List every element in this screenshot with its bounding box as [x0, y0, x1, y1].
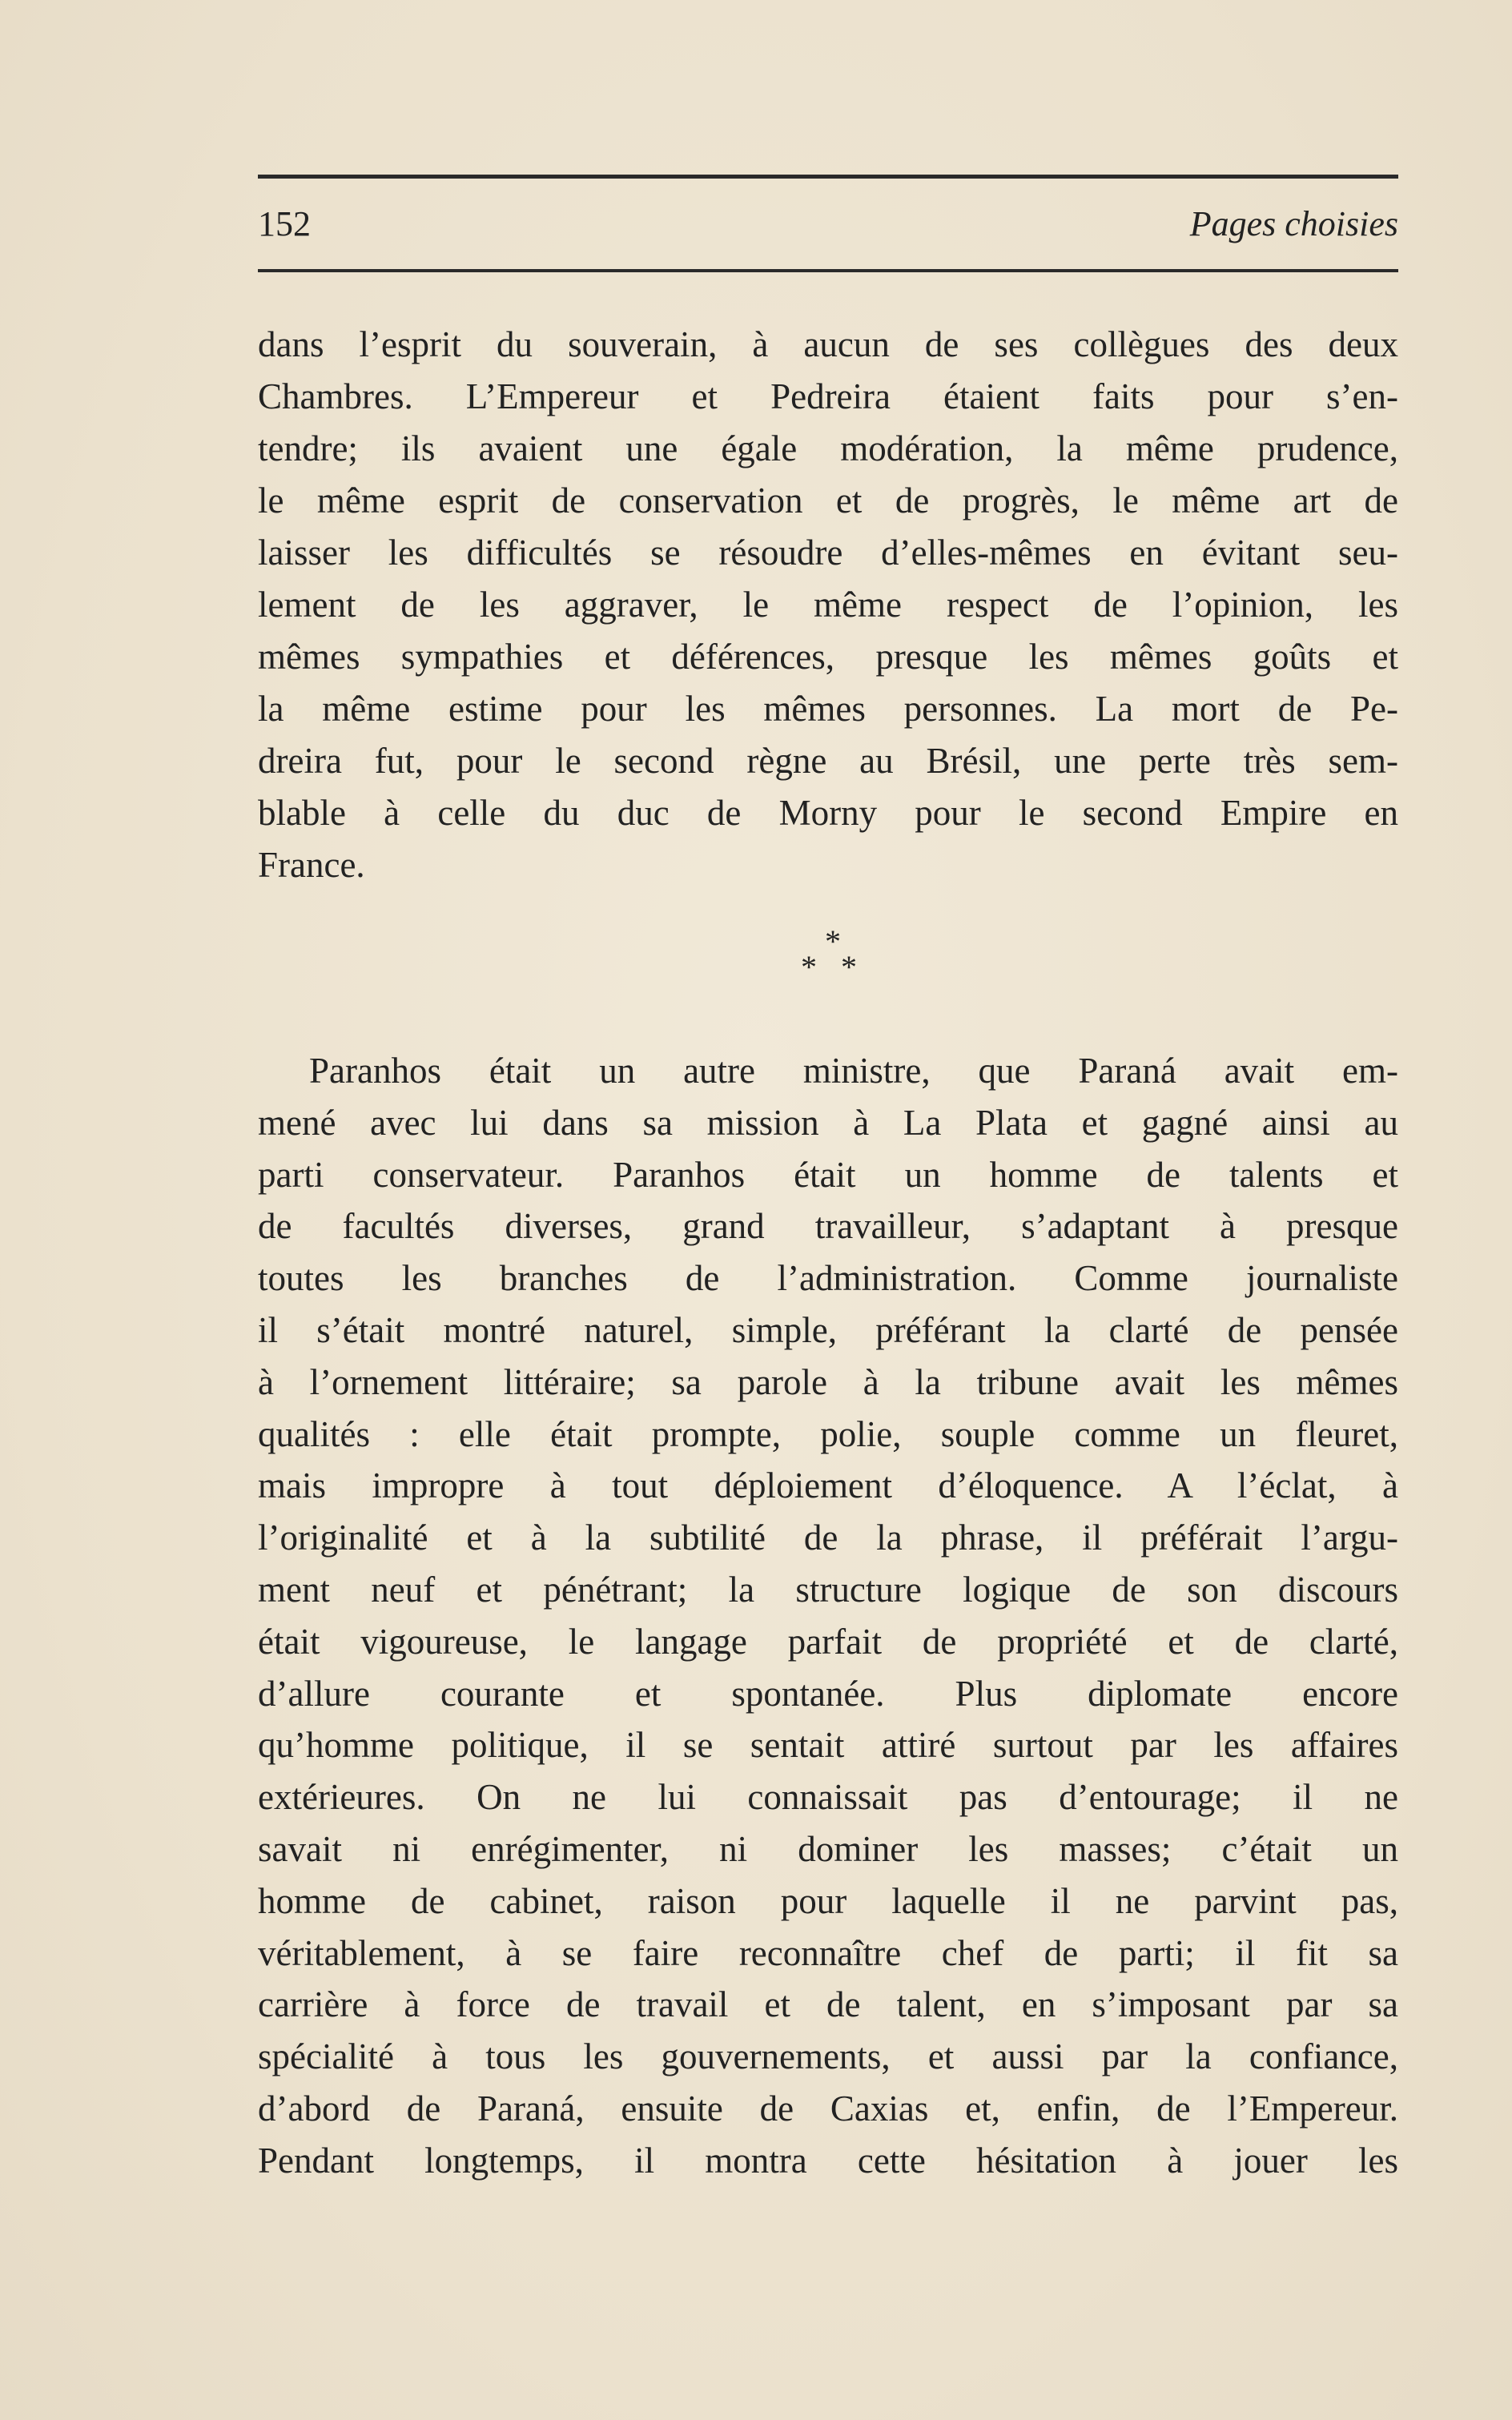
text-line: parti conservateur. Paranhos était un homme de talents et	[258, 1154, 1398, 1195]
text-line: spécialité à tous les gouvernements, et aussi par la confiance,	[258, 2036, 1398, 2077]
text-line: Paranhos était un autre ministre, que Paraná avait em-	[309, 1051, 1398, 1091]
text-line: Chambres. L’Empereur et Pedreira étaient faits pour s’en-	[258, 376, 1398, 416]
section-separator	[793, 921, 873, 993]
text-line: Pendant longtemps, il montra cette hésitation à jouer les	[258, 2140, 1398, 2181]
text-line: carrière à force de travail et de talent, en s’imposant par sa	[258, 1984, 1398, 2025]
text-line: dans l’esprit du souverain, à aucun de ses collègues des deux	[258, 324, 1398, 364]
text-line: extérieures. On ne lui connaissait pas d’entourage; il ne	[258, 1777, 1398, 1818]
text-line: d’abord de Paraná, ensuite de Caxias et, enfin, de l’Empereur.	[258, 2088, 1398, 2129]
text-line: qu’homme politique, il se sentait attiré surtout par les affaires	[258, 1725, 1398, 1766]
text-line: laisser les difficultés se résoudre d’elles-mêmes en évitant seu-	[258, 533, 1398, 573]
text-line: mené avec lui dans sa mission à La Plata et gagné ainsi au	[258, 1102, 1398, 1143]
header-rule-bottom	[258, 269, 1398, 272]
paragraph-1	[258, 319, 1398, 891]
text-line: savait ni enrégimenter, ni dominer les masses; c’était un	[258, 1828, 1398, 1869]
running-title: Pages choisies	[1189, 204, 1398, 243]
text-line: qualités : elle était prompte, polie, souple comme un fleuret,	[258, 1413, 1398, 1454]
text-line: véritablement, à se faire reconnaître chef de parti; il fit sa	[258, 1932, 1398, 1973]
text-line: mais impropre à tout déploiement d’éloquence. A l’éclat, à	[258, 1465, 1398, 1506]
text-line: toutes les branches de l’administration. Comme journaliste	[258, 1258, 1398, 1299]
text-line: mêmes sympathies et déférences, presque les mêmes goûts et	[258, 637, 1398, 677]
text-line: l’originalité et à la subtilité de la phrase, il préférait l’argu-	[258, 1518, 1398, 1558]
text-line: dreira fut, pour le second règne au Brésil, une perte très sem-	[258, 741, 1398, 781]
text-line: à l’ornement littéraire; sa parole à la tribune avait les mêmes	[258, 1361, 1398, 1402]
text-line: il s’était montré naturel, simple, préférant la clarté de pensée	[258, 1309, 1398, 1350]
text-line: blable à celle du duc de Morny pour le second Empire en	[258, 793, 1398, 833]
running-head	[258, 192, 1398, 256]
header-rule-top	[258, 175, 1398, 179]
text-line: France.	[258, 845, 365, 885]
text-line: la même estime pour les mêmes personnes. La mort de Pe-	[258, 689, 1398, 729]
text-line: était vigoureuse, le langage parfait de propriété et de clarté,	[258, 1621, 1398, 1662]
paragraph-2	[258, 1045, 1398, 2187]
separator-bottom-stars: * *	[801, 949, 865, 985]
text-line: d’allure courante et spontanée. Plus diplomate encore	[258, 1673, 1398, 1714]
text-line: homme de cabinet, raison pour laquelle il ne parvint pas,	[258, 1880, 1398, 1921]
page-number: 152	[258, 204, 311, 243]
text-line: ment neuf et pénétrant; la structure logique de son discours	[258, 1569, 1398, 1610]
text-line: le même esprit de conservation et de progrès, le même art de	[258, 480, 1398, 521]
separator-top-star: *	[825, 923, 841, 959]
text-line: lement de les aggraver, le même respect de l’opinion, les	[258, 585, 1398, 625]
text-line: de facultés diverses, grand travailleur, s’adaptant à presque	[258, 1206, 1398, 1247]
text-line: tendre; ils avaient une égale modération, la même prudence,	[258, 428, 1398, 468]
